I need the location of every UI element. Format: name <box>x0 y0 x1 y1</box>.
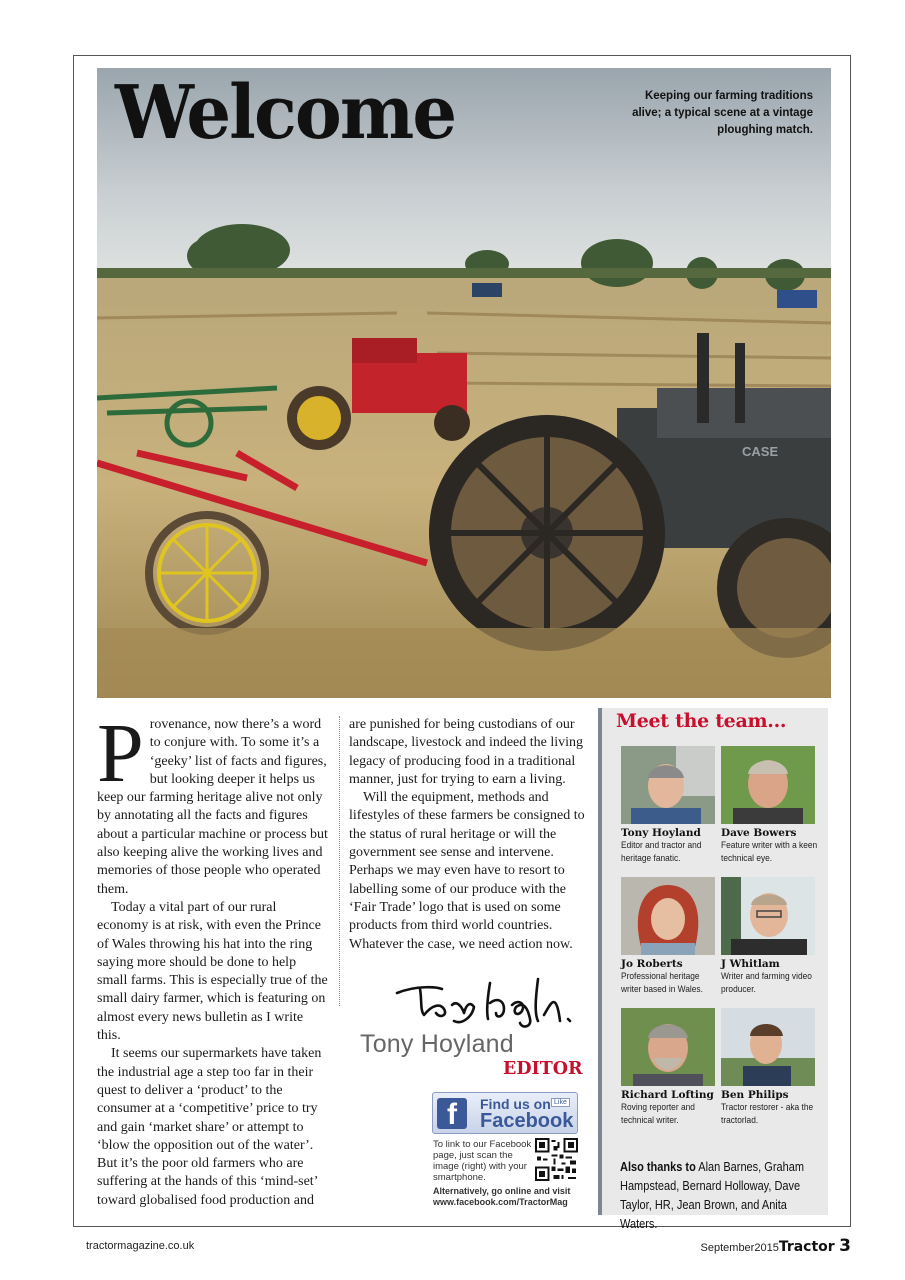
article-column-2 <box>349 716 585 954</box>
article-paragraph: rovenance, now there’s a word to conjure with. To some it’s a ‘geeky’ list of facts and figures, but looking deeper it helps us keep our farming heritage alive not only by annotating all the facts and figures about a particular machine or process but also keeping alive the working lives and memories of those people who operated them. <box>97 717 328 897</box>
team-member <box>621 746 717 865</box>
member-role: Feature writer with a keen technical eye. <box>721 840 818 864</box>
drop-cap: P <box>97 707 144 800</box>
facebook-instructions: To link to our Facebook page, just scan the image (right) with your smartphone. <box>433 1139 532 1183</box>
editor-signature <box>392 975 577 1034</box>
facebook-alt-link: Alternatively, go online and visit www.facebook.com/TractorMag <box>433 1186 571 1207</box>
article-paragraph: It seems our supermarkets have taken the industrial age a step too far in their quest to deliver a ‘product’ to the consumer at a ‘competitive’ price to try and gain ‘market share’ or attempt to ‘blow the opposition out of the water’. But it’s the poor old farmers who are suffering at the hands of this ‘mind-set’ toward globalised food production and <box>97 1046 322 1208</box>
avatar <box>721 877 815 955</box>
footer-magazine: Tractor <box>778 1239 835 1255</box>
member-name: Dave Bowers <box>721 827 797 839</box>
article-column-1 <box>97 707 329 1210</box>
qr-code-icon[interactable] <box>535 1138 578 1181</box>
thanks-names: Alan Barnes, Graham Hampstead, Bernard Holloway, Dave Taylor, HR, Jean Brown, and Anita Waters. <box>620 1160 805 1231</box>
member-name: Jo Roberts <box>621 958 683 970</box>
facebook-find-us: Find us on <box>480 1096 551 1112</box>
avatar <box>721 1008 815 1086</box>
member-role: Professional heritage writer based in Wales. <box>621 971 703 995</box>
column-divider <box>339 716 340 1006</box>
page-number: 3 <box>839 1236 851 1256</box>
member-role: Tractor restorer - aka the tractorlad. <box>721 1102 814 1126</box>
editor-name: Tony Hoyland <box>360 1030 514 1058</box>
facebook-like-badge: Like <box>551 1098 570 1107</box>
team-member <box>721 746 817 865</box>
svg-text:CASE: CASE <box>742 444 779 459</box>
facebook-icon: f <box>437 1098 467 1129</box>
footer-url[interactable]: tractormagazine.co.uk <box>86 1240 195 1252</box>
facebook-name: Facebook <box>480 1110 574 1132</box>
member-name: Richard Lofting <box>621 1089 714 1101</box>
team-member <box>721 877 817 996</box>
avatar <box>621 877 715 955</box>
facebook-banner[interactable] <box>432 1092 578 1134</box>
member-name: Ben Philips <box>721 1089 789 1101</box>
footer-folio <box>701 1236 851 1256</box>
member-role: Writer and farming video producer. <box>721 971 812 995</box>
footer-date: September2015 <box>700 1242 779 1254</box>
team-member <box>621 877 717 996</box>
member-role: Editor and tractor and heritage fanatic. <box>621 840 702 864</box>
photo-caption: Keeping our farming traditions alive; a typical scene at a vintage ploughing match. <box>632 90 813 136</box>
page-title: Welcome <box>115 70 456 156</box>
avatar <box>621 746 715 824</box>
member-name: J Whitlam <box>721 958 780 970</box>
avatar <box>621 1008 715 1086</box>
editor-role: EDITOR <box>503 1059 583 1079</box>
article-paragraph: Today a vital part of our rural economy is at risk, with even the Prince of Wales throwing his hat into the ring saying more should be done to help small farms. This is especially true of the small dairy farmer, which is featuring on almost every news bulletin as I write this. <box>97 899 328 1044</box>
article-paragraph: Will the equipment, methods and lifestyles of these farmers be consigned to the status of rural heritage or will the government see sense and intervene. Perhaps we may even have to resort to labelling some of our produce with the ‘Fair Trade’ logo that is used on some products from third world countries. Whatever the case, we need action now. <box>349 790 585 952</box>
team-member <box>621 1008 717 1127</box>
thanks-text <box>620 1158 818 1234</box>
team-member <box>721 1008 817 1127</box>
member-name: Tony Hoyland <box>621 827 701 839</box>
hero-photo <box>97 68 831 698</box>
avatar <box>721 746 815 824</box>
article-paragraph: are punished for being custodians of our landscape, livestock and indeed the living legacy of producing food in a traditional manner, just for trying to earn a living. <box>349 717 584 787</box>
team-heading: Meet the team... <box>616 710 787 732</box>
thanks-label: Also thanks to <box>620 1160 696 1174</box>
member-role: Roving reporter and technical writer. <box>621 1102 695 1126</box>
